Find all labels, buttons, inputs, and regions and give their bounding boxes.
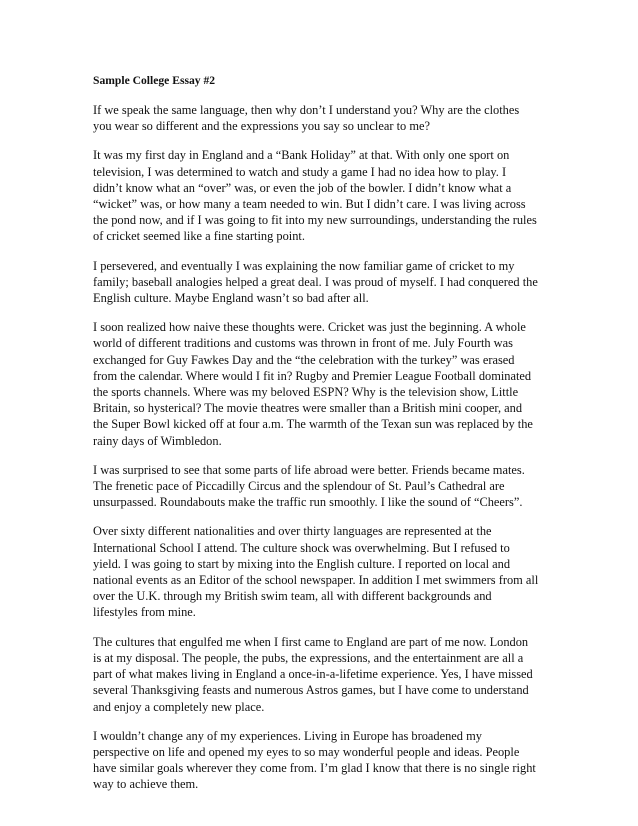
text-line: The frenetic pace of Piccadilly Circus and the splendour of St. Paul’s Cathedral are xyxy=(93,479,505,494)
essay-paragraph xyxy=(93,102,549,134)
text-line: didn’t know what an “over” was, or even the job of the bowler. I didn’t know what a xyxy=(93,180,512,195)
text-line: perspective on life and opened my eyes to so may wonderful people and ideas. People xyxy=(93,744,520,759)
text-line: unsurpassed. Roundabouts make the traffic run smoothly. I like the sound of “Cheers”. xyxy=(93,495,523,510)
text-line: the pond now, and if I was going to fit into my new surroundings, understanding the rules xyxy=(93,213,537,228)
text-line: International School I attend. The culture shock was overwhelming. But I refused to xyxy=(93,540,510,555)
text-line: It was my first day in England and a “Bank Holiday” at that. With only one sport on xyxy=(93,148,510,163)
essay-paragraph xyxy=(93,523,549,620)
text-line: “wicket” was, or how many a team needed to win. But I didn’t care. I was living across xyxy=(93,197,526,212)
essay-paragraph xyxy=(93,319,549,449)
text-line: the Super Bowl kicked off at four a.m. The warmth of the Texan sun was replaced by the xyxy=(93,417,533,432)
text-line: Britain, so hysterical? The movie theatres were smaller than a British mini cooper, and xyxy=(93,401,523,416)
text-line: over the U.K. through my British swim team, all with different backgrounds and xyxy=(93,589,492,604)
text-line: world of different traditions and customs was thrown in front of me. July Fourth was xyxy=(93,336,513,351)
text-line: I wouldn’t change any of my experiences. Living in Europe has broadened my xyxy=(93,728,482,743)
text-line: is at my disposal. The people, the pubs, the expressions, and the entertainment are all a xyxy=(93,650,524,665)
text-line: television, I was determined to watch and study a game I had no idea how to play. I xyxy=(93,164,507,179)
text-line: have similar goals wherever they come from. I’m glad I know that there is no single right xyxy=(93,761,536,776)
essay-paragraph xyxy=(93,462,549,511)
essay-paragraph xyxy=(93,258,549,307)
text-line: Over sixty different nationalities and over thirty languages are represented at the xyxy=(93,524,492,539)
text-line: you wear so different and the expressions you say so unclear to me? xyxy=(93,119,430,134)
text-line: the sports channels. Where was my beloved ESPN? Why is the television show, Little xyxy=(93,385,519,400)
text-line: I persevered, and eventually I was explaining the now familiar game of cricket to my xyxy=(93,258,515,273)
essay-paragraph xyxy=(93,728,549,793)
text-line: family; baseball analogies helped a great deal. I was proud of myself. I had conquered the xyxy=(93,274,538,289)
text-line: several Thanksgiving feasts and numerous Astros games, but I have come to understand xyxy=(93,683,529,698)
essay-title: Sample College Essay #2 xyxy=(93,74,216,87)
text-line: yield. I was going to start by mixing into the English culture. I reported on local and xyxy=(93,556,511,571)
text-line: from the calendar. Where would I fit in? Rugby and Premier League Football dominated xyxy=(93,368,532,383)
text-line: lifestyles from mine. xyxy=(93,605,196,620)
text-line: part of what makes living in England a once-in-a-lifetime experience. Yes, I have missed xyxy=(93,667,533,682)
text-line: way to achieve them. xyxy=(93,777,199,792)
text-line: rainy days of Wimbledon. xyxy=(93,433,222,448)
text-line: The cultures that engulfed me when I first came to England are part of me now. London xyxy=(93,634,529,649)
essay-paragraphs xyxy=(93,102,549,793)
text-line: national events as an Editor of the school newspaper. In addition I met swimmers from all xyxy=(93,573,539,588)
essay-paragraph xyxy=(93,147,549,244)
text-line: I was surprised to see that some parts of life abroad were better. Friends became mates. xyxy=(93,462,525,477)
text-line: and enjoy a completely new place. xyxy=(93,699,265,714)
essay-paragraph xyxy=(93,634,549,715)
text-line: of cricket seemed like a fine starting point. xyxy=(93,229,305,244)
text-line: exchanged for Guy Fawkes Day and the “the celebration with the turkey” was erased xyxy=(93,352,515,367)
text-line: English culture. Maybe England wasn’t so bad after all. xyxy=(93,291,369,306)
text-line: If we speak the same language, then why don’t I understand you? Why are the clothes xyxy=(93,103,520,117)
essay-body xyxy=(93,74,549,806)
text-line: I soon realized how naive these thoughts were. Cricket was just the beginning. A whole xyxy=(93,320,526,335)
